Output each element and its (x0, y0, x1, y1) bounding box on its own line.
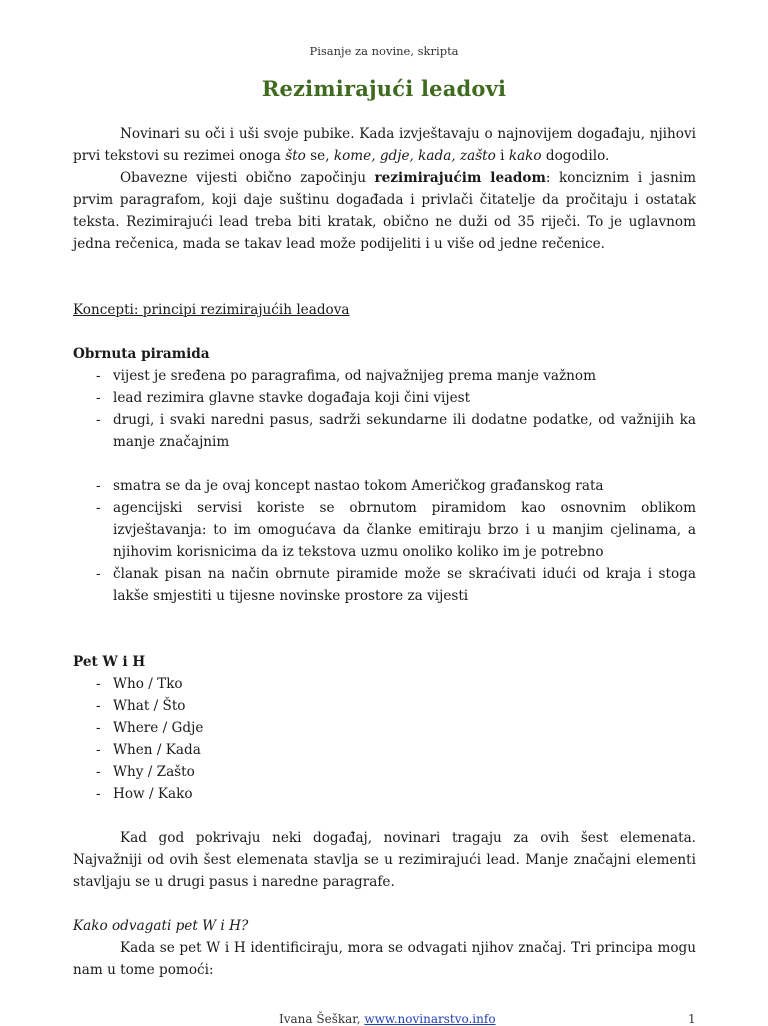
pyramid-list-b (73, 475, 696, 607)
weigh-paragraph: Kada se pet W i H identificiraju, mora se odvagati njihov značaj. Tri principa mogu nam u tome pomoći: (73, 940, 696, 978)
elements-paragraph: Kad god pokrivaju neki događaj, novinari tragaju za ovih šest elemenata. Najvažniji od ovih šest elemenata stavlja se u rezimirajući lead. Manje značajni elementi stavljaju se u drugi pasus i naredne paragrafe. (73, 830, 696, 890)
list-item: - Where / Gdje (96, 720, 204, 736)
list-item: - Who / Tko (96, 676, 183, 692)
document-body (73, 123, 696, 981)
list-item: - drugi, i svaki naredni pasus, sadrži sekundarne ili dodatne podatke, od važnijih ka manje značajnim (96, 412, 696, 450)
running-header: Pisanje za novine, skripta (309, 44, 459, 58)
five-w-heading: Pet W i H (73, 654, 146, 670)
list-item: - What / Što (96, 698, 186, 714)
five-w-list (73, 673, 696, 805)
weigh-heading: Kako odvagati pet W i H? (73, 918, 249, 934)
list-item: - When / Kada (96, 742, 201, 758)
intro-paragraph-1: Novinari su oči i uši svoje pubike. Kada izvještavaju o najnovijem događaju, njihovi prvi tekstovi su rezimei onoga što se, kome, gdje, kada, zašto i kako dogodilo. (73, 126, 696, 164)
page-title: Rezimirajući leadovi (261, 76, 507, 101)
page-number: 1 (688, 1012, 696, 1026)
list-item: - agencijski servisi koriste se obrnutom piramidom kao osnovnim oblikom izvještavanja: to im omogućava da članke emitiraju brzo i u manjim cjelinama, a njihovim korisnicima da iz tekstova uzmu onoliko koliko im je potrebno (96, 500, 696, 560)
list-item: - Why / Zašto (96, 764, 195, 780)
footer-link[interactable]: www.novinarstvo.info (364, 1012, 496, 1026)
list-item: - smatra se da je ovaj koncept nastao tokom Američkog građanskog rata (96, 478, 604, 494)
pyramid-heading: Obrnuta piramida (73, 346, 210, 362)
intro-paragraph-2: Obavezne vijesti obično započinju rezimirajućim leadom: konciznim i jasnim prvim paragrafom, koji daje suštinu događada i privlači čitatelje da pročitaju i ostatak teksta. Rezimirajući lead treba biti kratak, obično ne duži od 35 riječi. To je uglavnom jedna rečenica, mada se takav lead može podijeliti i u više od jedne rečenice. (73, 170, 696, 252)
list-item: - How / Kako (96, 786, 193, 802)
list-item: - vijest je sređena po paragrafima, od najvažnijeg prema manje važnom (96, 368, 596, 384)
footer-author: Ivana Šeškar, www.novinarstvo.info (279, 1012, 496, 1026)
list-item: - lead rezimira glavne stavke događaja koji čini vijest (96, 390, 471, 406)
pyramid-list-a (73, 365, 696, 453)
concepts-heading: Koncepti: principi rezimirajućih leadova (73, 302, 350, 318)
list-item: - članak pisan na način obrnute piramide može se skraćivati idući od kraja i stoga lakše smjestiti u tijesne novinske prostore za vijesti (96, 566, 696, 604)
